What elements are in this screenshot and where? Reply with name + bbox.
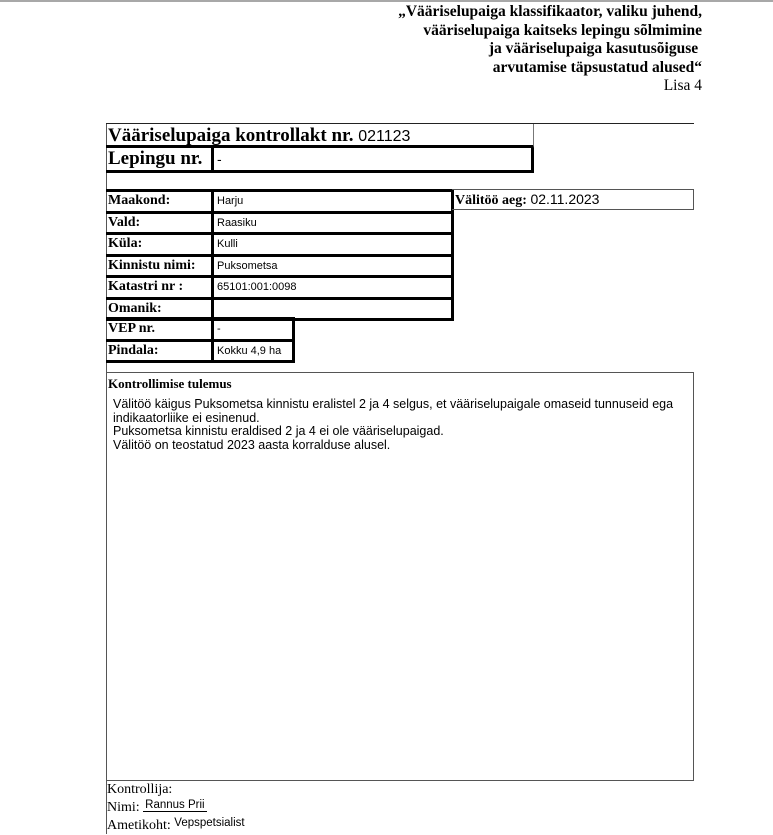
- village-label: Küla:: [108, 236, 143, 251]
- header-line-2: vääriselupaiga kaitseks lepingu sõlmimine: [423, 21, 702, 39]
- vep-row-area: [106, 342, 292, 361]
- field-work-label: Välitöö aeg:: [455, 193, 527, 208]
- inspector-name-row: [107, 799, 207, 817]
- cell-divider: [211, 235, 214, 254]
- act-title-row: [106, 124, 534, 148]
- header-line-1: „Vääriselupaiga klassifikaator, valiku juhend,: [398, 3, 702, 20]
- result-paragraph-3: Välitöö on teostatud 2023 aasta korralduse alusel.: [113, 437, 391, 452]
- inspection-result-box: [106, 372, 694, 781]
- cell-divider: [211, 192, 214, 211]
- vep-row-number: [106, 320, 292, 342]
- result-paragraph-2: Puksometsa kinnistu eraldised 2 ja 4 ei ole vääriselupaigad.: [113, 424, 444, 438]
- location-row-village: [106, 235, 451, 257]
- location-row-property-name: [106, 257, 451, 279]
- inspector-heading: Kontrollija:: [107, 782, 173, 797]
- page-top-border: [0, 0, 773, 2]
- cell-divider: [211, 278, 214, 297]
- cell-divider: [211, 300, 214, 319]
- property-name-value: Puksometsa: [217, 259, 278, 272]
- cell-divider: [211, 320, 214, 339]
- location-row-cadastre: [106, 278, 451, 300]
- act-number: 021123: [358, 128, 411, 145]
- area-value: Kokku 4,9 ha: [217, 344, 282, 357]
- cell-divider: [211, 148, 214, 170]
- contract-label: Lepingu nr.: [108, 148, 203, 169]
- result-title: Kontrollimise tulemus: [108, 376, 232, 391]
- inspector-name-label: Nimi:: [107, 800, 140, 815]
- result-paragraph-1: Välitöö käigus Puksometsa kinnistu eralistel 2 ja 4 selgus, et vääriselupaigale omaseid tunnuseid ega indikaatorliike ei esinenud.: [113, 397, 674, 425]
- vep-number-value: -: [217, 323, 221, 335]
- parish-value: Raasiku: [217, 216, 257, 229]
- inspector-position: Vepspetsialist: [174, 817, 245, 829]
- county-value: Harju: [217, 195, 244, 207]
- field-work-date: 02.11.2023: [530, 191, 600, 207]
- vep-table: [106, 317, 295, 363]
- vep-number-label: VEP nr.: [108, 321, 155, 336]
- document-header: [398, 3, 702, 96]
- area-label: Pindala:: [108, 342, 159, 358]
- property-name-label: Kinnistu nimi:: [108, 257, 196, 273]
- cell-divider: [211, 342, 214, 361]
- act-title-label: Vääriselupaiga kontrollakt nr.: [108, 125, 354, 146]
- parish-label: Vald:: [108, 214, 141, 230]
- location-row-owner: [106, 300, 451, 319]
- location-row-parish: [106, 214, 451, 236]
- location-row-county: [106, 192, 451, 214]
- inspector-name: Rannus Prii: [145, 799, 205, 811]
- inspector-position-row: [107, 817, 245, 835]
- header-line-3: ja vääriselupaiga kasutusõiguse: [488, 40, 702, 57]
- contract-row: [106, 148, 534, 173]
- annex-label: Lisa 4: [663, 77, 702, 94]
- result-text: [113, 398, 688, 452]
- cadastre-value: 65101:001:0098: [217, 281, 297, 293]
- owner-label: Omanik:: [108, 300, 162, 316]
- cell-divider: [211, 257, 214, 276]
- village-value: Kulli: [217, 238, 238, 250]
- contract-value: -: [217, 151, 222, 167]
- inspector-position-label: Ametikoht:: [107, 818, 171, 833]
- location-table: [106, 189, 454, 321]
- cadastre-label: Katastri nr :: [108, 279, 184, 294]
- county-label: Maakond:: [108, 193, 171, 208]
- field-work-date-box: [452, 189, 694, 210]
- header-line-4: arvutamise täpsustatud alused“: [492, 58, 702, 76]
- cell-divider: [211, 214, 214, 233]
